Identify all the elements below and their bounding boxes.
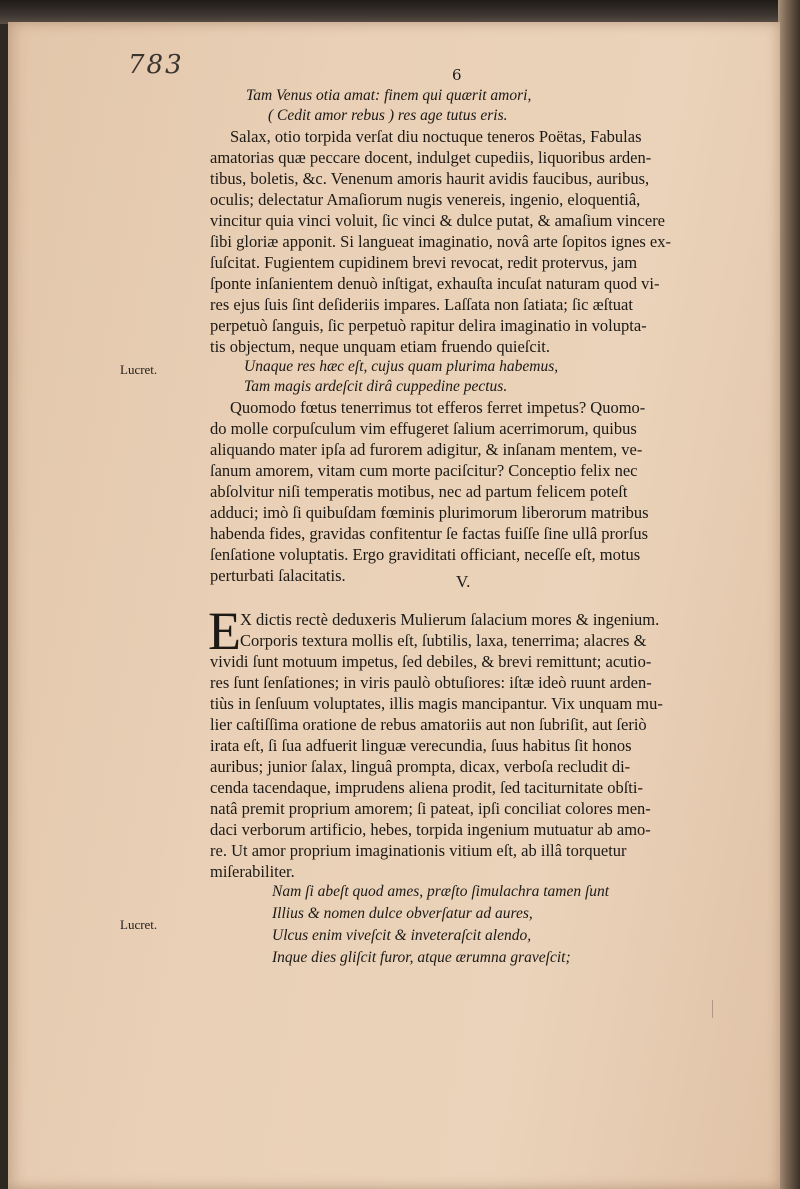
- text-line: vividi ſunt motuum impetus, ſed debiles, & brevi remittunt; acutio-: [210, 652, 652, 671]
- text-line: ſibi gloriæ apponit. Si langueat imaginatio, novâ arte ſopitos ignes ex-: [210, 232, 672, 251]
- text-line: habenda fides, gravidas confitentur ſe factas fuiſſe ſine ullâ prorſus: [210, 524, 649, 543]
- margin-note: Lucret.: [120, 917, 158, 932]
- text-line: irata eſt, ſi ſua adfuerit linguæ verecundia, ſuus habitus ſit honos: [210, 736, 632, 755]
- paper-mark: [712, 1000, 717, 1018]
- book-top-edge: [0, 0, 800, 24]
- text-line: auribus; junior ſalax, linguâ prompta, dicax, verboſa recludit di-: [210, 757, 631, 776]
- text-line: do molle corpuſculum vim effugeret ſalium acerrimorum, quibus: [210, 419, 637, 438]
- text-line: ſanum amorem, vitam cum morte paciſcitur? Conceptio felix nec: [210, 461, 638, 480]
- verse-line: Unaque res hæc eſt, cujus quam plurima habemus,: [244, 358, 559, 375]
- text-line: perpetuò ſanguis, ſic perpetuò rapitur delira imaginatio in volupta-: [210, 316, 647, 335]
- text-line: aliquando mater ipſa ad furorem adigitur, & inſanam mentem, ve-: [210, 440, 643, 459]
- text-line: X dictis rectè deduxeris Mulierum ſalacium mores & ingenium.: [240, 610, 660, 629]
- text-line: amatorias quæ peccare docent, indulget cupediis, liquoribus arden-: [210, 148, 652, 167]
- verse-line: Nam ſi abeſt quod ames, præſto ſimulachra tamen ſunt: [272, 883, 610, 900]
- text-line: Corporis textura mollis eſt, ſubtilis, laxa, tenerrima; alacres &: [240, 631, 647, 650]
- text-line: natâ premit proprium amorem; ſi pateat, ipſi conciliat colores men-: [210, 799, 651, 818]
- drop-cap: E: [208, 601, 241, 661]
- text-line: ſuſcitat. Fugientem cupidinem brevi revocat, redit protervus, jam: [210, 253, 638, 272]
- text-line: perturbati ſalacitatis.: [210, 566, 346, 585]
- section-heading: V.: [456, 572, 471, 591]
- text-line: res ſunt ſenſationes; in viris paulò obtuſiores: iſtæ ideò ruunt arden-: [210, 673, 652, 692]
- text-line: ſponte inſanientem denuò inſtigat, exhauſta incuſat naturam quod vi-: [210, 274, 660, 293]
- text-line: Quomodo fœtus tenerrimus tot efferos ferret impetus? Quomo-: [230, 398, 646, 417]
- verse-line: ( Cedit amor rebus ) res age tutus eris.: [268, 107, 508, 124]
- book-fore-edge: [778, 0, 800, 1189]
- page-number: 6: [452, 66, 462, 84]
- text-line: ſenſatione voluptatis. Ergo graviditati officiant, neceſſe eſt, motus: [210, 545, 641, 564]
- verse-line: Tam magis ardeſcit dirâ cuppedine pectus.: [244, 378, 508, 395]
- text-line: oculis; delectatur Amaſiorum nugis venereis, ingenio, eloquentiâ,: [210, 190, 641, 209]
- text-line: adduci; imò ſi quibuſdam fœminis plurimorum liberorum matribus: [210, 503, 649, 522]
- margin-note: Lucret.: [120, 362, 158, 377]
- text-line: tiùs in ſenſuum voluptates, illis magis mancipantur. Vix unquam mu-: [210, 694, 663, 713]
- handwritten-folio-number: 783: [128, 50, 184, 80]
- text-line: re. Ut amor proprium imaginationis vitium eſt, ab illâ torquetur: [210, 841, 627, 860]
- verse-line: Inque dies gliſcit furor, atque ærumna graveſcit;: [272, 949, 571, 966]
- verse-line: Tam Venus otia amat: finem qui quærit amori,: [246, 87, 532, 104]
- text-line: vincitur quia vinci voluit, ſic vinci & dulce putat, & amaſium vincere: [210, 211, 666, 230]
- text-line: daci verborum artificio, hebes, torpida ingenium mutuatur ab amo-: [210, 820, 651, 839]
- text-line: miſerabiliter.: [210, 862, 295, 881]
- text-line: res ejus ſuis ſint deſideriis impares. Laſſata non ſatiata; ſic æſtuat: [210, 295, 633, 314]
- text-line: abſolvitur niſi temperatis motibus, nec ad partum felicem poteſt: [210, 482, 628, 501]
- verse-line: Ulcus enim viveſcit & inveteraſcit alendo,: [272, 927, 532, 944]
- text-line: Salax, otio torpida verſat diu noctuque teneros Poëtas, Fabulas: [230, 127, 642, 146]
- verse-line: Illius & nomen dulce obverſatur ad aures,: [272, 905, 533, 922]
- text-line: tibus, boletis, &c. Venenum amoris haurit avidis faucibus, auribus,: [210, 169, 650, 188]
- text-line: cenda tacendaque, imprudens aliena prodit, ſed taciturnitate obſti-: [210, 778, 643, 797]
- text-line: lier caſtiſſima oratione de rebus amatoriis aut non ſubriſit, aut ſeriò: [210, 715, 647, 734]
- text-line: tis objectum, neque unquam etiam fruendo quieſcit.: [210, 337, 550, 356]
